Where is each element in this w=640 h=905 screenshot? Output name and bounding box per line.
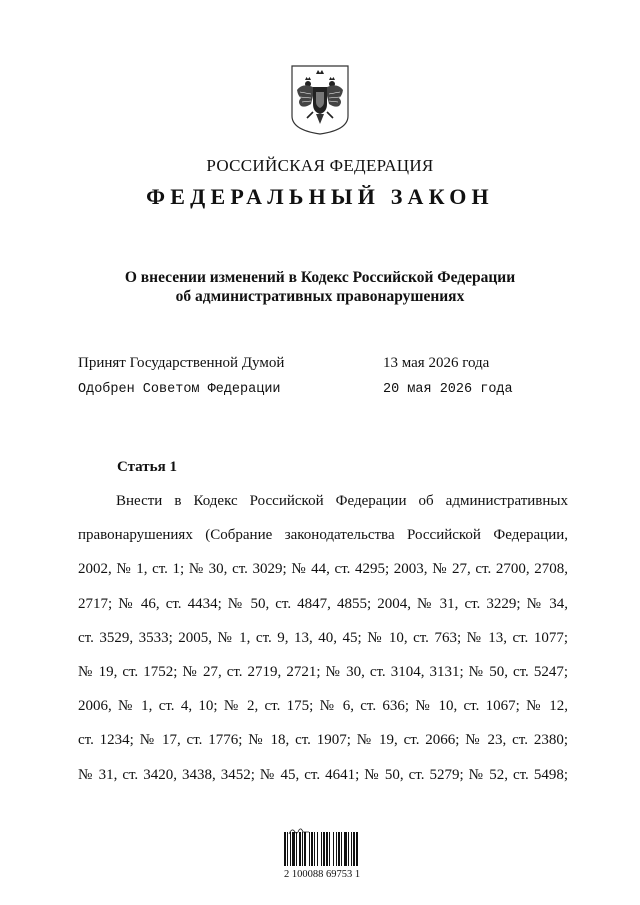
article-line: № 19, ст. 1752; № 27, ст. 2719, 2721; № 30, ст. 3104, 3131; № 50, ст. 5247; xyxy=(78,663,568,680)
double-headed-eagle-emblem-icon xyxy=(289,64,351,136)
adopted-by-duma-date: 13 мая 2026 года xyxy=(383,355,490,371)
barcode-bar xyxy=(314,832,315,866)
barcode-bar xyxy=(344,832,347,866)
law-subject-line: об административных правонарушениях xyxy=(175,288,465,305)
barcode-bar xyxy=(336,832,337,866)
country-name: РОССИЙСКАЯ ФЕДЕРАЦИЯ xyxy=(206,156,434,175)
barcode-bar xyxy=(290,832,291,866)
barcode-bar xyxy=(317,832,318,866)
article-line: 2006, № 1, ст. 4, 10; № 2, ст. 175; № 6, ст. 636; № 10, ст. 1067; № 12, xyxy=(78,698,568,715)
barcode-bar xyxy=(309,832,310,866)
barcode-bar xyxy=(321,832,322,866)
law-subject xyxy=(0,268,640,306)
article-body xyxy=(78,491,568,799)
barcode-bar xyxy=(356,832,358,866)
barcode-bar xyxy=(341,832,342,866)
barcode-bar xyxy=(284,832,286,866)
law-subject-line: О внесении изменений в Кодекс Российской Федерации xyxy=(124,269,516,286)
barcode-bar xyxy=(348,832,349,866)
article-line: правонарушениях (Собрание законодательства Российской Федерации, xyxy=(78,527,568,544)
article-line: ст. 3529, 3533; 2005, № 1, ст. 9, 13, 40, 45; № 10, ст. 763; № 13, ст. 1077; xyxy=(78,629,568,646)
barcode-bar xyxy=(302,832,303,866)
article-title: Статья 1 xyxy=(117,459,177,475)
barcode-bar xyxy=(311,832,313,866)
barcode-bar xyxy=(326,832,328,866)
barcode-bar xyxy=(299,832,301,866)
barcode-bar xyxy=(333,832,334,866)
article-line: ст. 1234; № 17, ст. 1776; № 18, ст. 1907; № 19, ст. 2066; № 23, ст. 2380; xyxy=(78,732,568,749)
article-line: № 31, ст. 3420, 3438, 3452; № 45, ст. 4641; № 50, ст. 5279; № 52, ст. 5498; xyxy=(78,766,568,783)
barcode-bar xyxy=(287,832,288,866)
article-line: Внести в Кодекс Российской Федерации об административных xyxy=(116,493,568,509)
barcode-bar xyxy=(329,832,330,866)
document-type: ФЕДЕРАЛЬНЫЙ ЗАКОН xyxy=(146,184,494,209)
barcode-bar xyxy=(292,832,295,866)
barcode-number: 2 100088 69753 1 xyxy=(284,869,361,880)
barcode-bar xyxy=(338,832,340,866)
barcode-bar xyxy=(323,832,325,866)
article-line: 2717; № 46, ст. 4434; № 50, ст. 4847, 4855; 2004, № 31, ст. 3229; № 34, xyxy=(78,595,568,612)
approved-by-council-date: 20 мая 2026 года xyxy=(383,382,513,397)
adopted-by-duma-label: Принят Государственной Думой xyxy=(78,355,285,371)
barcode-bar xyxy=(353,832,355,866)
barcode-bar xyxy=(351,832,352,866)
article-line: 2002, № 1, ст. 1; № 30, ст. 3029; № 44, ст. 4295; 2003, № 27, ст. 2700, 2708, xyxy=(78,561,568,578)
approved-by-council-label: Одобрен Советом Федерации xyxy=(78,382,281,397)
barcode-bar xyxy=(304,832,306,866)
barcode xyxy=(284,830,366,870)
barcode-bar xyxy=(296,832,297,866)
